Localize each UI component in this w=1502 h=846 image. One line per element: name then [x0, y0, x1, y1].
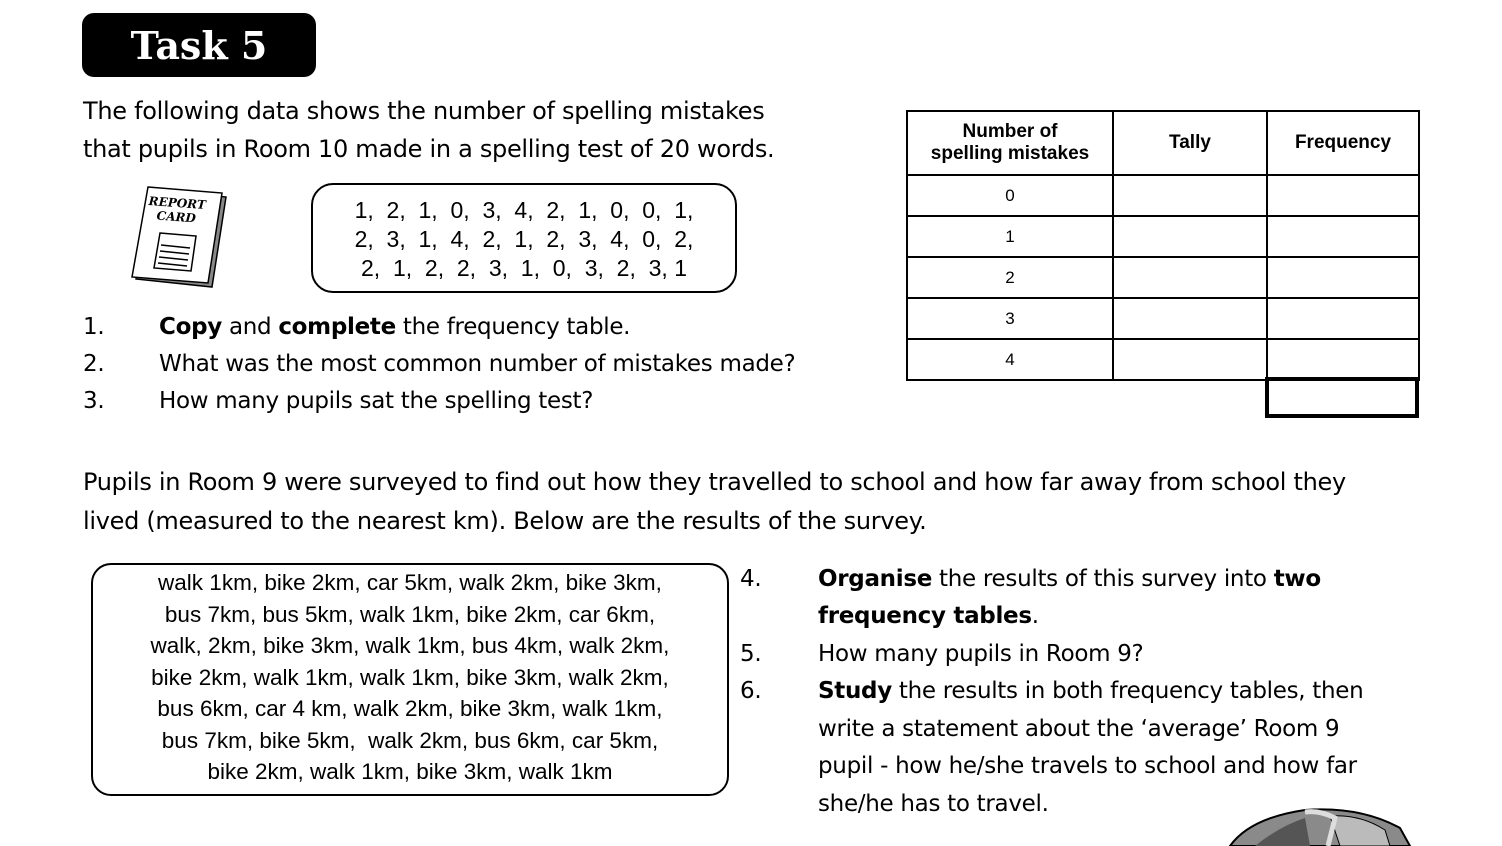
question-6-continued: she/he has to travel. — [818, 790, 1049, 817]
report-card-icon — [130, 183, 230, 291]
mistakes-cell: 0 — [907, 175, 1113, 216]
tally-cell[interactable] — [1113, 257, 1267, 298]
frequency-cell[interactable] — [1267, 175, 1419, 216]
frequency-cell[interactable] — [1267, 298, 1419, 339]
section1-questions — [83, 308, 795, 419]
survey-line: bike 2km, walk 1km, walk 1km, bike 3km, walk 2km, — [151, 664, 669, 690]
task-title-badge — [82, 13, 316, 77]
task-title: Task 5 — [130, 22, 268, 68]
section2-questions — [740, 560, 1438, 823]
survey-data-box — [91, 563, 729, 796]
header-mistakes: Number of spelling mistakes — [907, 111, 1113, 175]
data-line: 1, 2, 1, 0, 3, 4, 2, 1, 0, 0, 1, — [354, 197, 694, 223]
car-icon — [1210, 806, 1420, 846]
survey-line: bus 7km, bike 5km, walk 2km, bus 6km, car 5km, — [161, 727, 659, 753]
table-row — [907, 339, 1419, 380]
question-2: 2. What was the most common number of mistakes made? — [83, 350, 796, 377]
question-5: 5. How many pupils in Room 9? — [740, 640, 1144, 667]
data-line: 2, 1, 2, 2, 3, 1, 0, 3, 2, 3, 1 — [360, 255, 688, 281]
tally-cell[interactable] — [1113, 175, 1267, 216]
svg-text:REPORT: REPORT — [148, 194, 207, 212]
spelling-data-box — [311, 183, 737, 293]
mistakes-cell: 3 — [907, 298, 1113, 339]
survey-line: walk, 2km, bike 3km, walk 1km, bus 4km, walk 2km, — [150, 633, 670, 658]
question-4: 4. Organise the results of this survey into two — [740, 565, 1321, 592]
mistakes-cell: 2 — [907, 257, 1113, 298]
question-6-continued: pupil - how he/she travels to school and how far — [818, 753, 1357, 780]
tally-cell[interactable] — [1113, 298, 1267, 339]
intro-line: that pupils in Room 10 made in a spelling test of 20 words. — [83, 135, 775, 163]
question-1: 1. Copy and complete the frequency table. — [83, 313, 631, 340]
section2-intro — [83, 463, 1443, 541]
table-row — [907, 257, 1419, 298]
header-tally: Tally — [1113, 111, 1267, 175]
tally-cell[interactable] — [1113, 216, 1267, 257]
frequency-cell[interactable] — [1267, 257, 1419, 298]
table-header-row — [907, 111, 1419, 175]
question-4-continued: frequency tables. — [818, 603, 1039, 630]
table-row — [907, 298, 1419, 339]
survey-line: bus 6km, car 4 km, walk 2km, bike 3km, walk 1km, — [157, 696, 663, 721]
table-row — [907, 175, 1419, 216]
frequency-table — [906, 110, 1420, 381]
question-3: 3. How many pupils sat the spelling test? — [83, 387, 594, 414]
survey-line: bike 2km, walk 1km, bike 3km, walk 1km — [207, 759, 613, 784]
table-row — [907, 216, 1419, 257]
question-6-continued: write a statement about the ‘average’ Room 9 — [818, 715, 1340, 742]
intro-line: The following data shows the number of spelling mistakes — [83, 97, 765, 125]
survey-line: walk 1km, bike 2km, car 5km, walk 2km, bike 3km, — [158, 570, 662, 595]
frequency-cell[interactable] — [1267, 216, 1419, 257]
survey-line: bus 7km, bus 5km, walk 1km, bike 2km, car 6km, — [164, 601, 656, 627]
svg-text:CARD: CARD — [156, 208, 197, 226]
section1-intro — [83, 92, 863, 168]
frequency-cell[interactable] — [1267, 339, 1419, 380]
tally-cell[interactable] — [1113, 339, 1267, 380]
data-line: 2, 3, 1, 4, 2, 1, 2, 3, 4, 0, 2, — [354, 226, 694, 252]
mistakes-cell: 1 — [907, 216, 1113, 257]
intro-line: Pupils in Room 9 were surveyed to find out how they travelled to school and how far away from school they — [83, 468, 1346, 496]
question-6: 6. Study the results in both frequency tables, then — [740, 678, 1364, 705]
mistakes-cell: 4 — [907, 339, 1113, 380]
header-frequency: Frequency — [1267, 111, 1419, 175]
intro-line: lived (measured to the nearest km). Below are the results of the survey. — [83, 507, 927, 535]
frequency-total-box[interactable] — [1265, 377, 1419, 418]
